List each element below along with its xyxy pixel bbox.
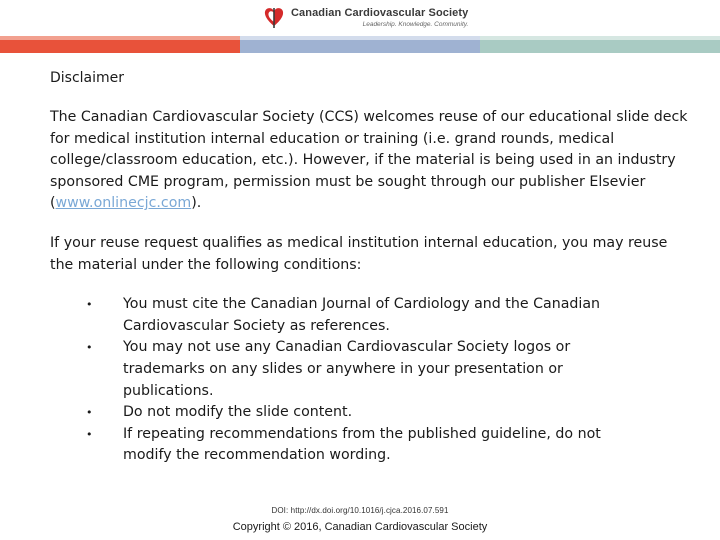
condition-text: If repeating recommendations from the published guideline, do not modify the recommendation wording. bbox=[123, 425, 601, 464]
reuse-text: The Canadian Cardiovascular Society (CCS) welcomes reuse of our educational slide deck for medical institution internal education or training (i.e. grand rounds, medical college/classroom education, etc.). However, if the material is being used in an industry sponsored CME program, permission must be sought through our publisher Elsevier ( bbox=[50, 109, 688, 212]
copyright-notice: Copyright © 2016, Canadian Cardiovascular Society bbox=[232, 521, 488, 533]
stripe-blue bbox=[240, 40, 480, 53]
list-item bbox=[50, 294, 628, 337]
stripe-red bbox=[0, 40, 240, 53]
doi-reference: DOI: http://dx.doi.org/10.1016/j.cjca.2016.07.591 bbox=[271, 506, 449, 515]
conditions-intro: If your reuse request qualifies as medical institution internal education, you may reuse the material under the following conditions: bbox=[50, 234, 668, 273]
condition-text: You must cite the Canadian Journal of Cardiology and the Canadian Cardiovascular Society as references. bbox=[123, 296, 601, 334]
reuse-text-end: ). bbox=[191, 195, 202, 212]
condition-text: Do not modify the slide content. bbox=[123, 404, 353, 421]
bullet: • bbox=[86, 406, 93, 420]
page-title: Disclaimer bbox=[50, 70, 125, 86]
list-item bbox=[50, 424, 628, 467]
heart-leaf-icon bbox=[263, 6, 285, 30]
disclaimer-content bbox=[50, 68, 690, 467]
condition-text: You may not use any Canadian Cardiovascular Society logos or trademarks on any slides or anywhere in your presentation or publications. bbox=[123, 339, 571, 399]
org-name: Canadian Cardiovascular Society bbox=[291, 7, 469, 19]
org-tagline: Leadership. Knowledge. Community. bbox=[362, 21, 469, 28]
stripe-teal bbox=[480, 40, 720, 53]
list-item bbox=[50, 337, 628, 402]
reuse-paragraph bbox=[50, 107, 690, 215]
onlinecjc-link[interactable]: www.onlinecjc.com bbox=[55, 195, 192, 212]
conditions-list bbox=[50, 294, 690, 467]
bullet: • bbox=[86, 427, 93, 441]
bullet: • bbox=[86, 298, 93, 312]
bullet: • bbox=[86, 341, 93, 355]
header bbox=[0, 0, 720, 38]
ccs-logo[interactable] bbox=[263, 6, 468, 34]
list-item bbox=[50, 402, 628, 424]
